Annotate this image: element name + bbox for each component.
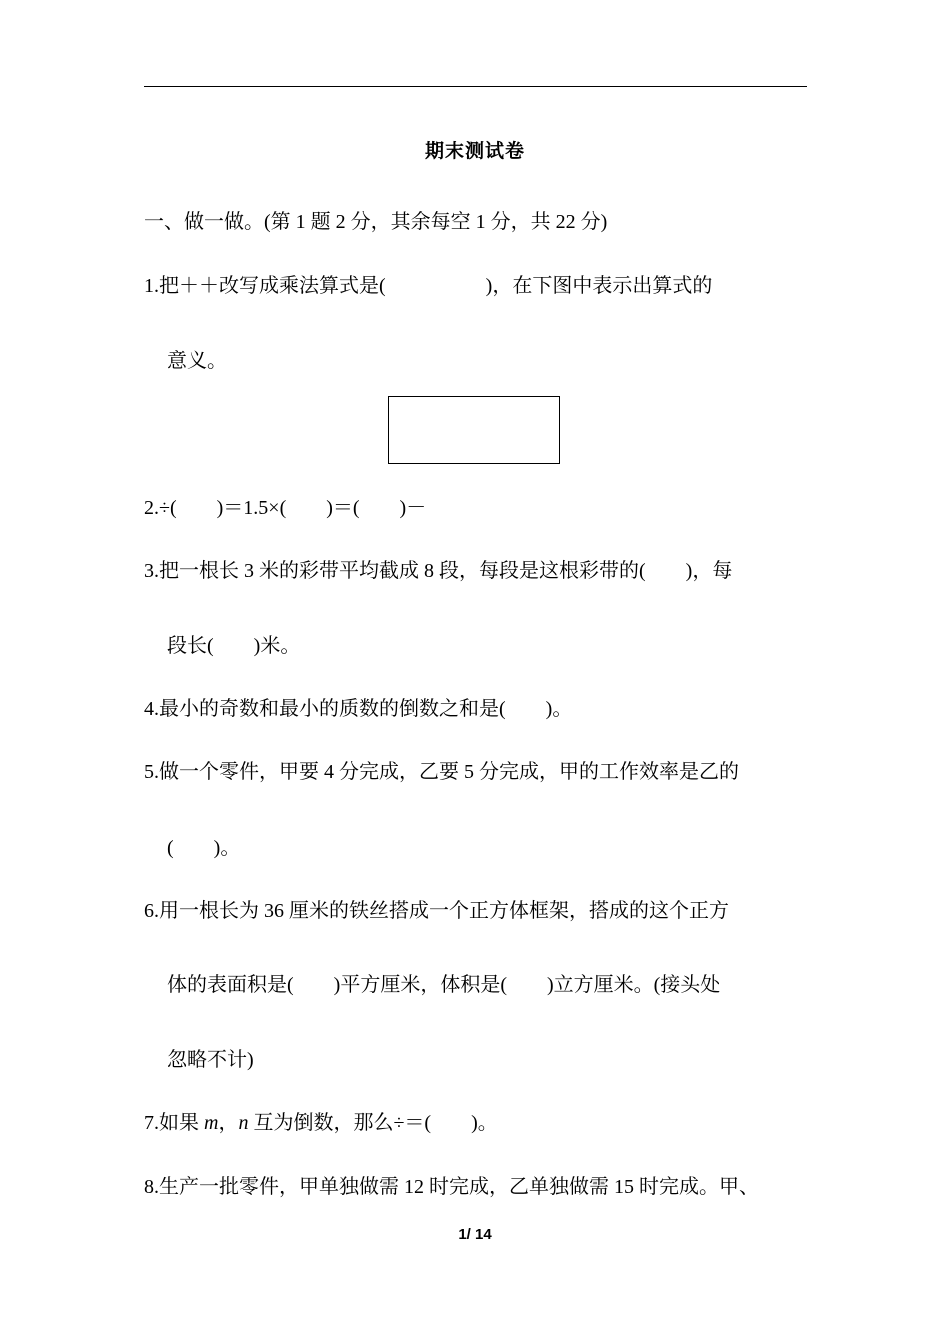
question-number: 2. — [144, 497, 159, 519]
page-title: 期末测试卷 — [424, 140, 525, 162]
question-number: 1. — [144, 275, 159, 297]
question-text: 如果 — [159, 1112, 204, 1134]
question-text: 最小的奇数和最小的质数的倒数之和是( )。 — [159, 698, 573, 720]
question-text: 把一根长 3 米的彩带平均截成 8 段，每段是这根彩带的( )，每 — [159, 560, 733, 582]
question-5-line-1 — [144, 758, 739, 786]
question-number: 3. — [144, 560, 159, 582]
question-number: 8. — [144, 1176, 159, 1198]
question-text: 把＋＋改写成乘法算式是( )，在下图中表示出算式的 — [159, 275, 713, 297]
question-2-line-1 — [144, 494, 426, 522]
answer-drawing-box[interactable] — [388, 396, 560, 464]
question-number: 6. — [144, 900, 159, 922]
question-text: 互为倒数，那么÷＝( )。 — [248, 1112, 498, 1134]
variable-m: m — [204, 1112, 219, 1134]
question-3-line-2: 段长( )米。 — [167, 635, 301, 657]
question-6-line-3: 忽略不计) — [167, 1049, 254, 1071]
question-number: 7. — [144, 1112, 159, 1134]
question-6-line-1 — [144, 897, 729, 925]
question-7-line-1 — [144, 1109, 498, 1137]
question-text: 生产一批零件，甲单独做需 12 时完成，乙单独做需 15 时完成。甲、 — [159, 1176, 759, 1198]
question-1-line-1 — [144, 272, 712, 300]
question-text: 做一个零件，甲要 4 分完成，乙要 5 分完成，甲的工作效率是乙的 — [159, 761, 739, 783]
question-number: 4. — [144, 698, 159, 720]
variable-n: n — [238, 1112, 249, 1134]
question-text: ÷( )＝1.5×( )＝( )－ — [159, 497, 427, 519]
question-8-line-1 — [144, 1173, 759, 1201]
section-heading: 一、做一做。(第 1 题 2 分，其余每空 1 分，共 22 分) — [144, 211, 608, 233]
question-text: 用一根长为 36 厘米的铁丝搭成一个正方体框架，搭成的这个正方 — [159, 900, 729, 922]
question-1-line-2: 意义。 — [167, 350, 227, 372]
question-text: ， — [218, 1112, 239, 1134]
header-rule — [144, 86, 807, 87]
question-4-line-1 — [144, 695, 572, 723]
page-indicator: 1/ 14 — [458, 1226, 492, 1243]
question-5-line-2: ( )。 — [167, 837, 241, 859]
question-6-line-2: 体的表面积是( )平方厘米，体积是( )立方厘米。(接头处 — [167, 974, 721, 996]
question-number: 5. — [144, 761, 159, 783]
question-3-line-1 — [144, 557, 732, 585]
